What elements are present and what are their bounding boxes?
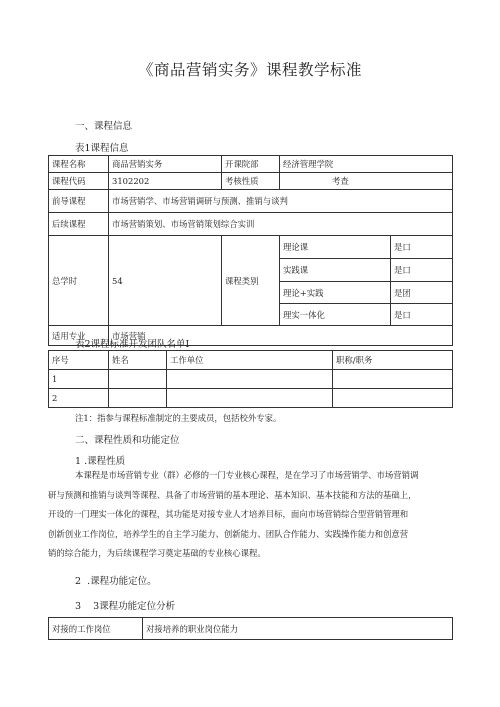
cell-type-mark: 是口 [391, 304, 453, 326]
table-row [49, 370, 453, 389]
section-heading-course-info: 一、课程信息 [75, 121, 133, 132]
dev-team-table [48, 350, 453, 408]
cell-follow-up: 市场营销策划、市场营销策划综合实训 [109, 213, 453, 236]
row-number: 2 [49, 389, 109, 408]
cell-label-applicable-major: 适用专业 [49, 326, 109, 346]
table2-caption: 表2课程标准开发团队名单I [75, 339, 190, 350]
paragraph-line: 销的综合能力，为后续课程学习奠定基础的专业核心课程。 [48, 548, 266, 558]
subheading-function-analysis: 3 3课程功能定位分析 [75, 601, 176, 612]
course-info-table [48, 155, 453, 346]
cell-total-hours: 54 [109, 236, 222, 326]
cell-label-total-hours: 总学时 [49, 236, 109, 326]
cell-type-mark: 是口 [391, 236, 453, 259]
header-cell: 序号 [49, 351, 109, 370]
paragraph-line: 开设的一门理实一体化的课程，其功能是对接专业人才培养目标，面向市场营销综合型营销管理和 [48, 509, 409, 519]
page-title: 《商品营销实务》课程教学标准 [137, 61, 362, 79]
cell-course-name: 商品营销实务 [109, 156, 222, 173]
empty-cell [333, 389, 453, 408]
cell-label-course-name: 课程名称 [49, 156, 109, 173]
function-analysis-table [48, 617, 453, 640]
cell-type-name: 理论+实践 [280, 282, 391, 304]
empty-cell [109, 389, 167, 408]
header-cell-ability: 对接培养的职业岗位能力 [143, 618, 453, 640]
cell-department: 经济管理学院 [280, 156, 453, 173]
row-number: 1 [49, 370, 109, 389]
section-heading-nature: 二、课程性质和功能定位 [75, 435, 180, 446]
subheading-function: 2 .课程功能定位。 [75, 576, 157, 587]
cell-type-name: 理论课 [280, 236, 391, 259]
header-cell: 姓名 [109, 351, 167, 370]
cell-type-name: 理实一体化 [280, 304, 391, 326]
paragraph-line: 研与预测和推销与谈判等课程、具备了市场营销的基本理论、基本知识、基本技能和方法的基础上， [48, 489, 417, 500]
header-cell: 职称/职务 [333, 351, 453, 370]
header-cell: 工作单位 [167, 351, 333, 370]
cell-label-exam-type: 考核性质 [222, 173, 280, 190]
subheading-course-nature: 1 .课程性质 [75, 456, 126, 467]
cell-type-name: 实践课 [280, 259, 391, 282]
cell-prerequisite: 市场营销学、市场营销调研与预测、推销与谈判 [109, 190, 453, 213]
header-cell-work-post: 对接的工作岗位 [49, 618, 143, 640]
empty-cell [167, 370, 333, 389]
cell-label-course-type: 课程类别 [222, 236, 280, 326]
footnote: 注1：指参与课程标准制定的主要成员，包括校外专家。 [75, 413, 282, 423]
cell-label-course-code: 课程代码 [49, 173, 109, 190]
cell-type-mark: 是团 [391, 282, 453, 304]
cell-label-follow-up: 后续课程 [49, 213, 109, 236]
empty-cell [109, 370, 167, 389]
cell-label-prerequisite: 前导课程 [49, 190, 109, 213]
cell-applicable-major: 市场营销 [109, 326, 453, 346]
table1-caption: 表1课程信息 [75, 143, 129, 154]
cell-exam-type: 考查 [280, 173, 453, 190]
empty-cell [333, 370, 453, 389]
empty-cell [167, 389, 333, 408]
cell-course-code: 3102202 [109, 173, 222, 190]
cell-type-mark: 是口 [391, 259, 453, 282]
cell-label-department: 开课院部 [222, 156, 280, 173]
table-row [49, 389, 453, 408]
paragraph-line: 本课程是市场营销专业（群）必修的一门专业核心课程，是在学习了市场营销学、市场营销调 [75, 470, 419, 480]
course-nature-paragraph [48, 466, 458, 564]
paragraph-line: 创新创业工作岗位，培养学生的自主学习能力、创新能力、团队合作能力、实践操作能力和创意营 [48, 528, 409, 539]
